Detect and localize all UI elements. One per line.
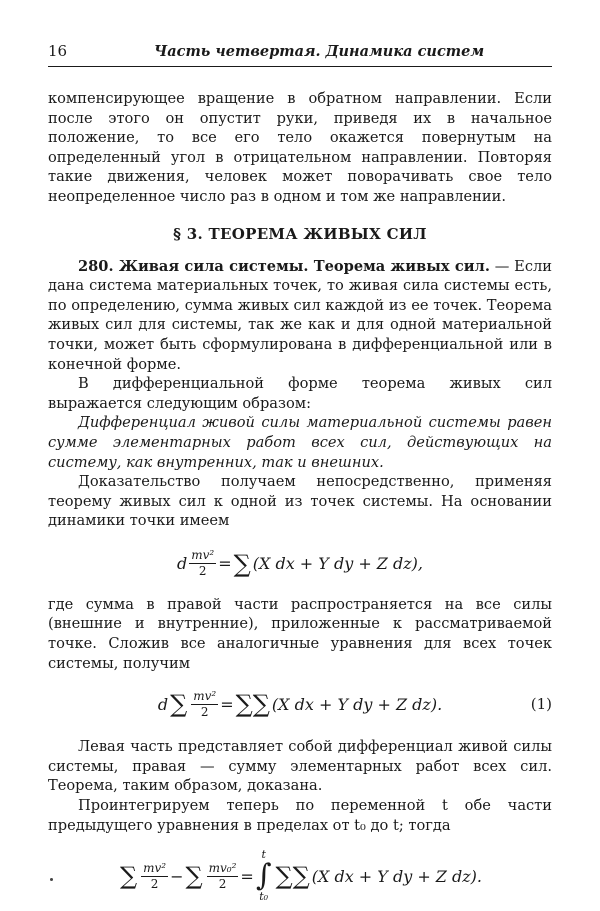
equation-integral xyxy=(48,841,552,911)
differential-form-paragraph: В дифференциальной форме теорема живых сил выражается следующим образом: xyxy=(48,375,552,412)
running-title: Часть четвертая. Динамика систем xyxy=(154,43,485,60)
eq3-equals: = xyxy=(240,866,254,886)
eq2-denominator: 2 xyxy=(200,704,209,719)
eq2-d: d xyxy=(157,694,169,714)
eq1-denominator: 2 xyxy=(198,564,207,579)
eq3-sum-symbol: ∑ xyxy=(119,862,138,891)
page-number: 16 xyxy=(48,42,68,60)
item-text: — Если дана система материальных точек, то живая сила системы есть, по определению, сумма живых сил каждой из ее точек. Теорема живых сил для системы, так же как и для одной материальной точки, может быть сформулирована в дифференциальной или в конечной форме. xyxy=(48,257,552,373)
equation-1 xyxy=(48,681,552,727)
eq1-equals: = xyxy=(218,554,232,574)
eq3-integral xyxy=(256,849,272,903)
eq2-rhs: (X dx + Y dy + Z dz). xyxy=(271,694,443,714)
equation-point xyxy=(48,541,552,587)
eq1-fraction xyxy=(189,548,216,579)
equation-number: (1) xyxy=(530,695,552,714)
eq3-integral-upper: t xyxy=(261,848,266,862)
theorem-statement: Дифференциал живой силы материальной системы равен сумме элементарных работ всех сил, действующих на систему, как внутренних, так и внешних. xyxy=(48,414,552,471)
eq3-fraction xyxy=(141,861,168,892)
eq3-integral-lower: t₀ xyxy=(259,890,269,904)
eq1-sum-symbol: ∑ xyxy=(233,549,251,578)
eq2-sum-symbol: ∑ xyxy=(170,690,188,719)
eq1-rhs: (X dx + Y dy + Z dz), xyxy=(252,554,424,574)
eq3-rhs: (X dx + Y dy + Z dz). xyxy=(311,866,483,886)
eq1-numerator: mv² xyxy=(191,548,215,563)
eq3-numerator: mv² xyxy=(143,860,167,875)
eq3-minus: − xyxy=(170,866,184,886)
section-title: § 3. ТЕОРЕМА ЖИВЫХ СИЛ xyxy=(173,224,427,243)
eq3-denominator-initial: 2 xyxy=(218,876,227,891)
page-header xyxy=(48,42,552,67)
eq1-d: d xyxy=(176,554,188,574)
eq3-numerator-initial: mv₀² xyxy=(208,860,237,875)
sum-explanation-paragraph: где сумма в правой части распространяется на все силы (внешние и внутренние), приложенные к рассматриваемой точке. Сложив все аналогичные уравнения для всех точек системы, получим xyxy=(48,595,552,672)
eq2-numerator: mv² xyxy=(193,688,217,703)
proof-paragraph: Доказательство получаем непосредственно, применяя теорему живых сил к одной из точек системы. На основании динамики точки имеем xyxy=(48,473,552,530)
integrate-paragraph: Проинтегрируем теперь по переменной t обе части предыдущего уравнения в пределах от t₀ до t; тогда xyxy=(48,797,552,834)
eq3-double-sum: ∑∑ xyxy=(275,862,310,891)
eq3-sum-symbol-2: ∑ xyxy=(185,862,203,891)
eq2-fraction xyxy=(191,689,218,720)
eq3-denominator: 2 xyxy=(150,876,159,891)
page xyxy=(48,42,552,911)
eq2-double-sum: ∑∑ xyxy=(235,690,270,719)
page-speck xyxy=(50,878,53,881)
item-280-paragraph xyxy=(48,257,552,375)
item-lead: 280. Живая сила системы. Теорема живых сил. xyxy=(78,257,490,275)
intro-paragraph: компенсирующее вращение в обратном направлении. Если после этого он опустит руки, приведя их в начальное положение, то все его тело окажется повернутым на определенный угол в отрицательном направлении. Повторяя такие движения, человек может поворачивать свое тело неопределенное число раз в одном и том же направлении. xyxy=(48,90,552,205)
left-part-paragraph: Левая часть представляет собой дифференциал живой силы системы, правая — сумму элементарных работ всех сил. Теорема, таким образом, доказана. xyxy=(48,738,552,795)
eq2-equals: = xyxy=(220,694,234,714)
eq3-fraction-initial xyxy=(207,861,239,892)
eq3-integral-symbol: ∫ xyxy=(255,858,272,894)
